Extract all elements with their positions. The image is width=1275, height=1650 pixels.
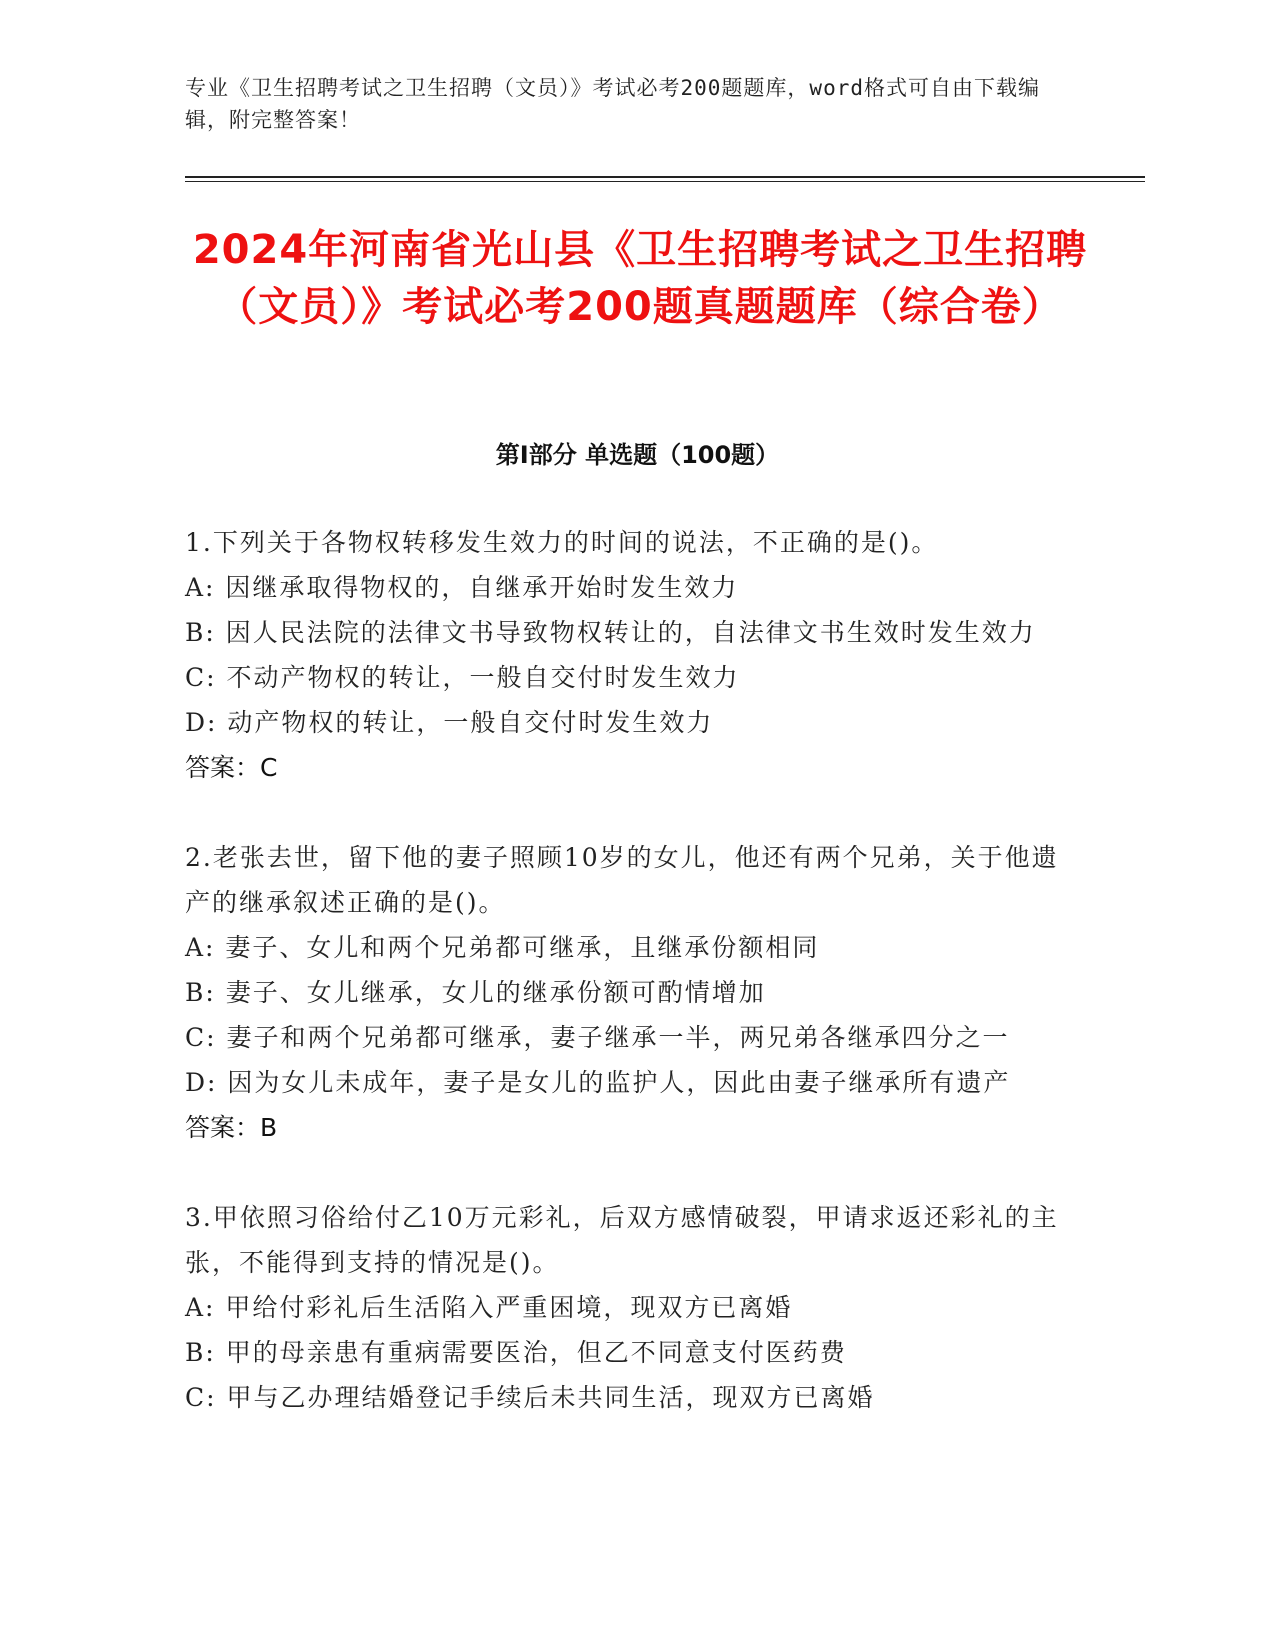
section-heading: 第I部分 单选题（100题） <box>495 441 780 469</box>
question-3 <box>185 1195 1075 1420</box>
question-stem: 2.老张去世，留下他的妻子照顾10岁的女儿，他还有两个兄弟，关于他遗产的继承叙述正确的是()。 <box>185 843 1059 917</box>
answer: 答案：B <box>185 1113 278 1142</box>
question-2 <box>185 835 1075 1150</box>
option-a: A: 甲给付彩礼后生活陷入严重困境，现双方已离婚 <box>185 1293 793 1322</box>
option-d: D: 动产物权的转让，一般自交付时发生效力 <box>185 708 714 737</box>
option-b: B: 因人民法院的法律文书导致物权转让的，自法律文书生效时发生效力 <box>185 618 1036 647</box>
answer: 答案：C <box>185 753 278 782</box>
option-c: C: 妻子和两个兄弟都可继承，妻子继承一半，两兄弟各继承四分之一 <box>185 1023 1010 1052</box>
option-a: A: 妻子、女儿和两个兄弟都可继承，且继承份额相同 <box>185 933 820 962</box>
question-list <box>185 520 1075 1465</box>
question-1 <box>185 520 1075 790</box>
question-stem: 1.下列关于各物权转移发生效力的时间的说法，不正确的是()。 <box>185 528 939 557</box>
header-rule-thick <box>185 176 1145 178</box>
option-d: D: 因为女儿未成年，妻子是女儿的监护人，因此由妻子继承所有遗产 <box>185 1068 1011 1097</box>
option-c: C: 甲与乙办理结婚登记手续后未共同生活，现双方已离婚 <box>185 1383 875 1412</box>
header-note: 专业《卫生招聘考试之卫生招聘（文员）》考试必考200题题库，word格式可自由下载编辑，附完整答案！ <box>185 76 1040 132</box>
question-stem: 3.甲依照习俗给付乙10万元彩礼，后双方感情破裂，甲请求返还彩礼的主张，不能得到支持的情况是()。 <box>185 1203 1059 1277</box>
header-rule-thin <box>185 181 1145 182</box>
option-c: C: 不动产物权的转让，一般自交付时发生效力 <box>185 663 740 692</box>
option-a: A: 因继承取得物权的，自继承开始时发生效力 <box>185 573 739 602</box>
option-b: B: 甲的母亲患有重病需要医治，但乙不同意支付医药费 <box>185 1338 847 1367</box>
option-b: B: 妻子、女儿继承，女儿的继承份额可酌情增加 <box>185 978 766 1007</box>
document-title: 2024年河南省光山县《卫生招聘考试之卫生招聘（文员）》考试必考200题真题题库（综合卷） <box>192 227 1088 330</box>
